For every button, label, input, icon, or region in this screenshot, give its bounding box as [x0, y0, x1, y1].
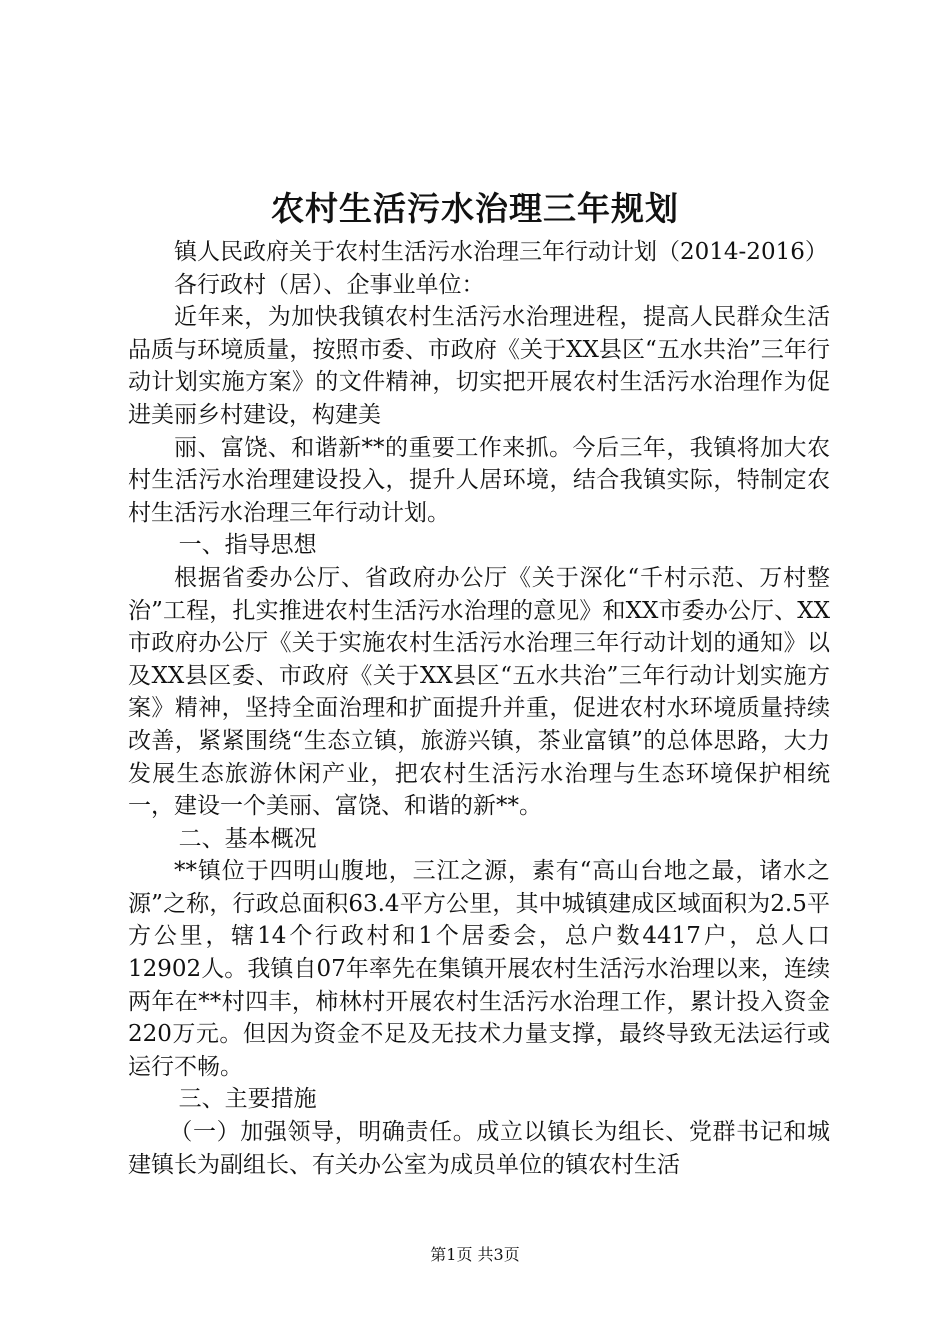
salutation-paragraph: 各行政村（居）、企事业单位： — [174, 271, 485, 298]
subtitle-paragraph: 镇人民政府关于农村生活污水治理三年行动计划（2014-2016） — [174, 239, 828, 265]
guiding-thought-paragraph: 根据省委办公厅、省政府办公厅《关于深化“千村示范、万村整治”工程，扎实推进农村生活污水治理的意见》和XX市委办公厅、XX市政府办公厅《关于实施农村生活污水治理三年行动计划的通知》以及XX县区委、市政府《关于XX县区“五水共治”三年行动计划实施方案》精神，坚持全面治理和扩面提升并重，促进农村水环境质量持续改善，紧紧围绕“生态立镇，旅游兴镇，茶业富镇”的总体思路，大力发展生态旅游休闲产业，把农村生活污水治理与生态环境保护相统一，建设一个美丽、富饶、和谐的新**。 — [128, 564, 830, 820]
section-heading-measures: 三、主要措施 — [178, 1086, 317, 1113]
measure-paragraph: （一）加强领导，明确责任。成立以镇长为组长、党群书记和城建镇长为副组长、有关办公室为成员单位的镇农村生活 — [128, 1119, 830, 1178]
intro-paragraph: 近年来，为加快我镇农村生活污水治理进程，提高人民群众生活品质与环境质量，按照市委、市政府《关于XX县区“五水共治”三年行动计划实施方案》的文件精神，切实把开展农村生活污水治理作为促进美丽乡村建设，构建美 — [128, 304, 830, 428]
document-title: 农村生活污水治理三年规划 — [271, 189, 679, 228]
intro-continued-paragraph: 丽、富饶、和谐新**的重要工作来抓。今后三年，我镇将加大农村生活污水治理建设投入，提升人居环境，结合我镇实际，特制定农村生活污水治理三年行动计划。 — [128, 434, 830, 526]
page-footer: 第1页 共3页 — [430, 1245, 520, 1264]
section-heading-guiding-thought: 一、指导思想 — [178, 532, 317, 559]
document-body — [128, 236, 830, 1181]
section-heading-overview: 二、基本概况 — [178, 825, 317, 852]
overview-paragraph: **镇位于四明山腹地，三江之源，素有“高山台地之最，诸水之源”之称，行政总面积63.4平方公里，其中城镇建成区域面积为2.5平方公里，辖14个行政村和1个居委会，总户数4417户，总人口12902人。我镇自07年率先在集镇开展农村生活污水治理以来，连续两年在**村四丰，柿林村开展农村生活污水治理工作，累计投入资金220万元。但因为资金不足及无技术力量支撑，最终导致无法运行或运行不畅。 — [128, 858, 830, 1080]
